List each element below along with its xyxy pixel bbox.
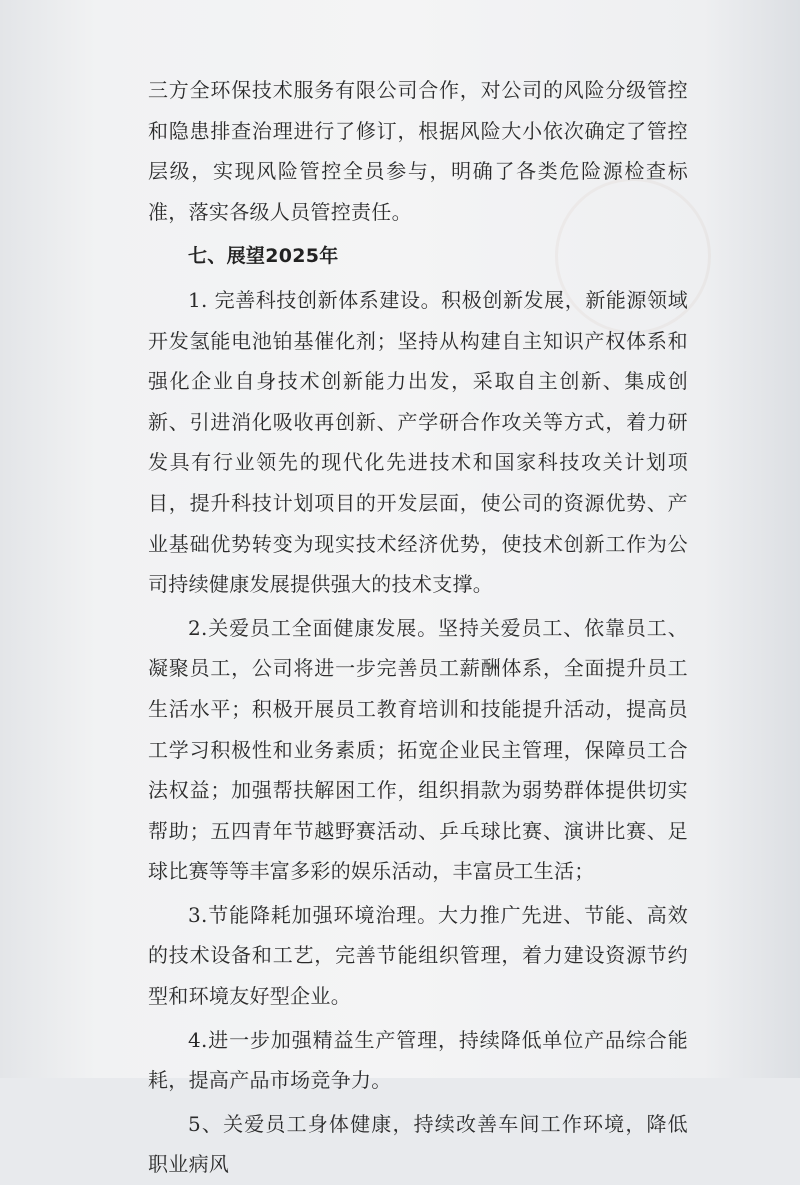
paragraph-continuation: 三方全环保技术服务有限公司合作，对公司的风险分级管控和隐患排查治理进行了修订，根据风险大小依次确定了管控层级，实现风险管控全员参与，明确了各类危险源检查标准，落实各级人员管控责任。 <box>148 78 688 224</box>
paragraph-item-5: 5、关爱员工身体健康，持续改善车间工作环境，降低职业病风 <box>148 1111 688 1177</box>
paragraph-item-2: 2.关爱员工全面健康发展。坚持关爱员工、依靠员工、凝聚员工，公司将进一步完善员工薪酬体系，全面提升员工生活水平；积极开展员工教育培训和技能提升活动，提高员工学习积极性和业务素质；拓宽企业民主管理，保障员工合法权益；加强帮扶解困工作，组织捐款为弱势群体提供切实帮助；五四青年节越野赛活动、乒乓球比赛、演讲比赛、足球比赛等等丰富多彩的娱乐活动，丰富员工生活； <box>148 615 688 884</box>
paragraph-item-4: 4.进一步加强精益生产管理，持续降低单位产品综合能耗，提高产品市场竞争力。 <box>148 1027 688 1093</box>
document-body <box>148 70 688 1185</box>
section-heading: 七、展望2025年 <box>188 245 339 268</box>
paragraph-item-1: 1. 完善科技创新体系建设。积极创新发展，新能源领域开发氢能电池铂基催化剂；坚持从构建自主知识产权体系和强化企业自身技术创新能力出发，采取自主创新、集成创新、引进消化吸收再创新、产学研合作攻关等方式，着力研发具有行业领先的现代化先进技术和国家科技攻关计划项目，提升科技计划项目的开发层面，使公司的资源优势、产业基础优势转变为现实技术经济优势，使技术创新工作为公司持续健康发展提供强大的技术支撑。 <box>148 287 688 597</box>
paragraph-item-3: 3.节能降耗加强环境治理。大力推广先进、节能、高效的技术设备和工艺，完善节能组织管理，着力建设资源节约型和环境友好型企业。 <box>148 902 688 1009</box>
